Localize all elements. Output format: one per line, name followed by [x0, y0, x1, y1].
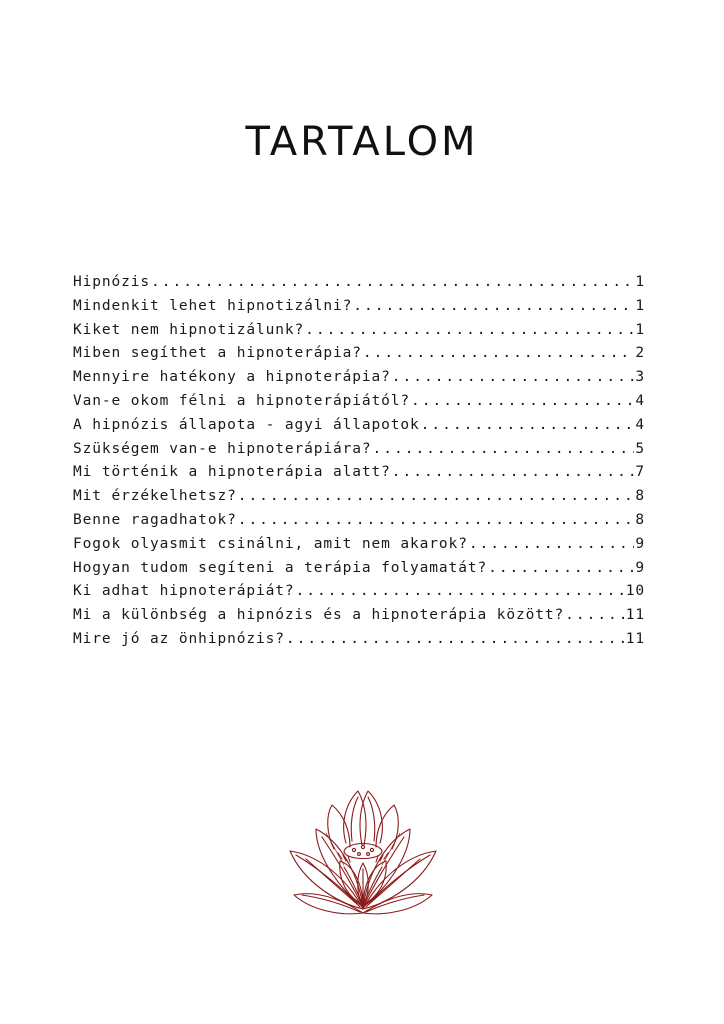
toc-entry-page: 9 — [635, 535, 645, 552]
toc-leader-dots — [353, 298, 634, 314]
toc-entry[interactable] — [73, 607, 645, 631]
toc-entry-title: A hipnózis állapota - agyi állapotok — [73, 416, 420, 433]
toc-leader-dots — [305, 322, 634, 338]
toc-entry-page: 4 — [635, 416, 645, 433]
toc-entry[interactable] — [73, 488, 645, 512]
toc-entry-page: 9 — [635, 559, 645, 576]
toc-entry[interactable] — [73, 417, 645, 441]
toc-entry-title: Benne ragadhatok? — [73, 511, 237, 528]
toc-entry-title: Mire jó az önhipnózis? — [73, 630, 285, 647]
toc-entry[interactable] — [73, 298, 645, 322]
toc-leader-dots — [488, 560, 634, 576]
toc-entry-page: 11 — [625, 607, 645, 624]
toc-entry[interactable] — [73, 274, 645, 298]
toc-leader-dots — [373, 441, 635, 457]
toc-entry-title: Hogyan tudom segíteni a terápia folyamatát? — [73, 559, 488, 576]
toc-entry-title: Fogok olyasmit csinálni, amit nem akarok? — [73, 535, 468, 552]
toc-entry-page: 8 — [635, 511, 645, 528]
toc-entry[interactable] — [73, 369, 645, 393]
lotus-flower-icon — [282, 785, 444, 919]
toc-leader-dots — [238, 488, 635, 504]
toc-entry[interactable] — [73, 441, 645, 465]
page-title: TARTALOM — [245, 118, 479, 165]
toc-leader-dots — [238, 512, 635, 528]
toc-entry-page: 10 — [625, 583, 645, 600]
toc-entry-title: Kiket nem hipnotizálunk? — [73, 321, 305, 338]
toc-entry-page: 3 — [635, 369, 645, 386]
toc-entry-page: 8 — [635, 488, 645, 505]
toc-entry-title: Mit érzékelhetsz? — [73, 488, 237, 505]
toc-entry-title: Miben segíthet a hipnoterápia? — [73, 345, 362, 362]
toc-entry-title: Mi a különbség a hipnózis és a hipnoterápia között? — [73, 607, 565, 624]
toc-leader-dots — [469, 536, 635, 552]
toc-entry[interactable] — [73, 322, 645, 346]
toc-entry[interactable] — [73, 345, 645, 369]
toc-entry[interactable] — [73, 536, 645, 560]
toc-entry-page: 1 — [635, 321, 645, 338]
toc-leader-dots — [411, 393, 634, 409]
toc-entry-page: 1 — [635, 274, 645, 290]
toc-leader-dots — [151, 274, 634, 290]
toc-leader-dots — [363, 345, 634, 361]
toc-entry-title: Mennyire hatékony a hipnoterápia? — [73, 369, 391, 386]
toc-entry-page: 7 — [635, 464, 645, 481]
toc-entry-page: 4 — [635, 392, 645, 409]
toc-entry[interactable] — [73, 464, 645, 488]
toc-entry-title: Mindenkit lehet hipnotizálni? — [73, 297, 353, 314]
toc-entry[interactable] — [73, 393, 645, 417]
toc-entry-title: Ki adhat hipnoterápiát? — [73, 583, 295, 600]
toc-leader-dots — [565, 607, 625, 623]
toc-entry-page: 11 — [625, 630, 645, 647]
toc-entry-page: 1 — [635, 297, 645, 314]
toc-leader-dots — [421, 417, 635, 433]
toc-entry[interactable] — [73, 631, 645, 655]
toc-entry-title: Van-e okom félni a hipnoterápiától? — [73, 392, 411, 409]
table-of-contents — [73, 274, 645, 655]
toc-entry-page: 5 — [635, 440, 645, 457]
toc-entry-title: Szükségem van-e hipnoterápiára? — [73, 440, 372, 457]
toc-entry[interactable] — [73, 583, 645, 607]
toc-entry[interactable] — [73, 512, 645, 536]
toc-leader-dots — [392, 464, 635, 480]
toc-leader-dots — [392, 369, 635, 385]
toc-entry-title: Hipnózis — [73, 274, 151, 290]
toc-entry[interactable] — [73, 560, 645, 584]
toc-leader-dots — [295, 583, 624, 599]
toc-entry-page: 2 — [635, 345, 645, 362]
toc-leader-dots — [286, 631, 625, 647]
toc-entry-title: Mi történik a hipnoterápia alatt? — [73, 464, 391, 481]
